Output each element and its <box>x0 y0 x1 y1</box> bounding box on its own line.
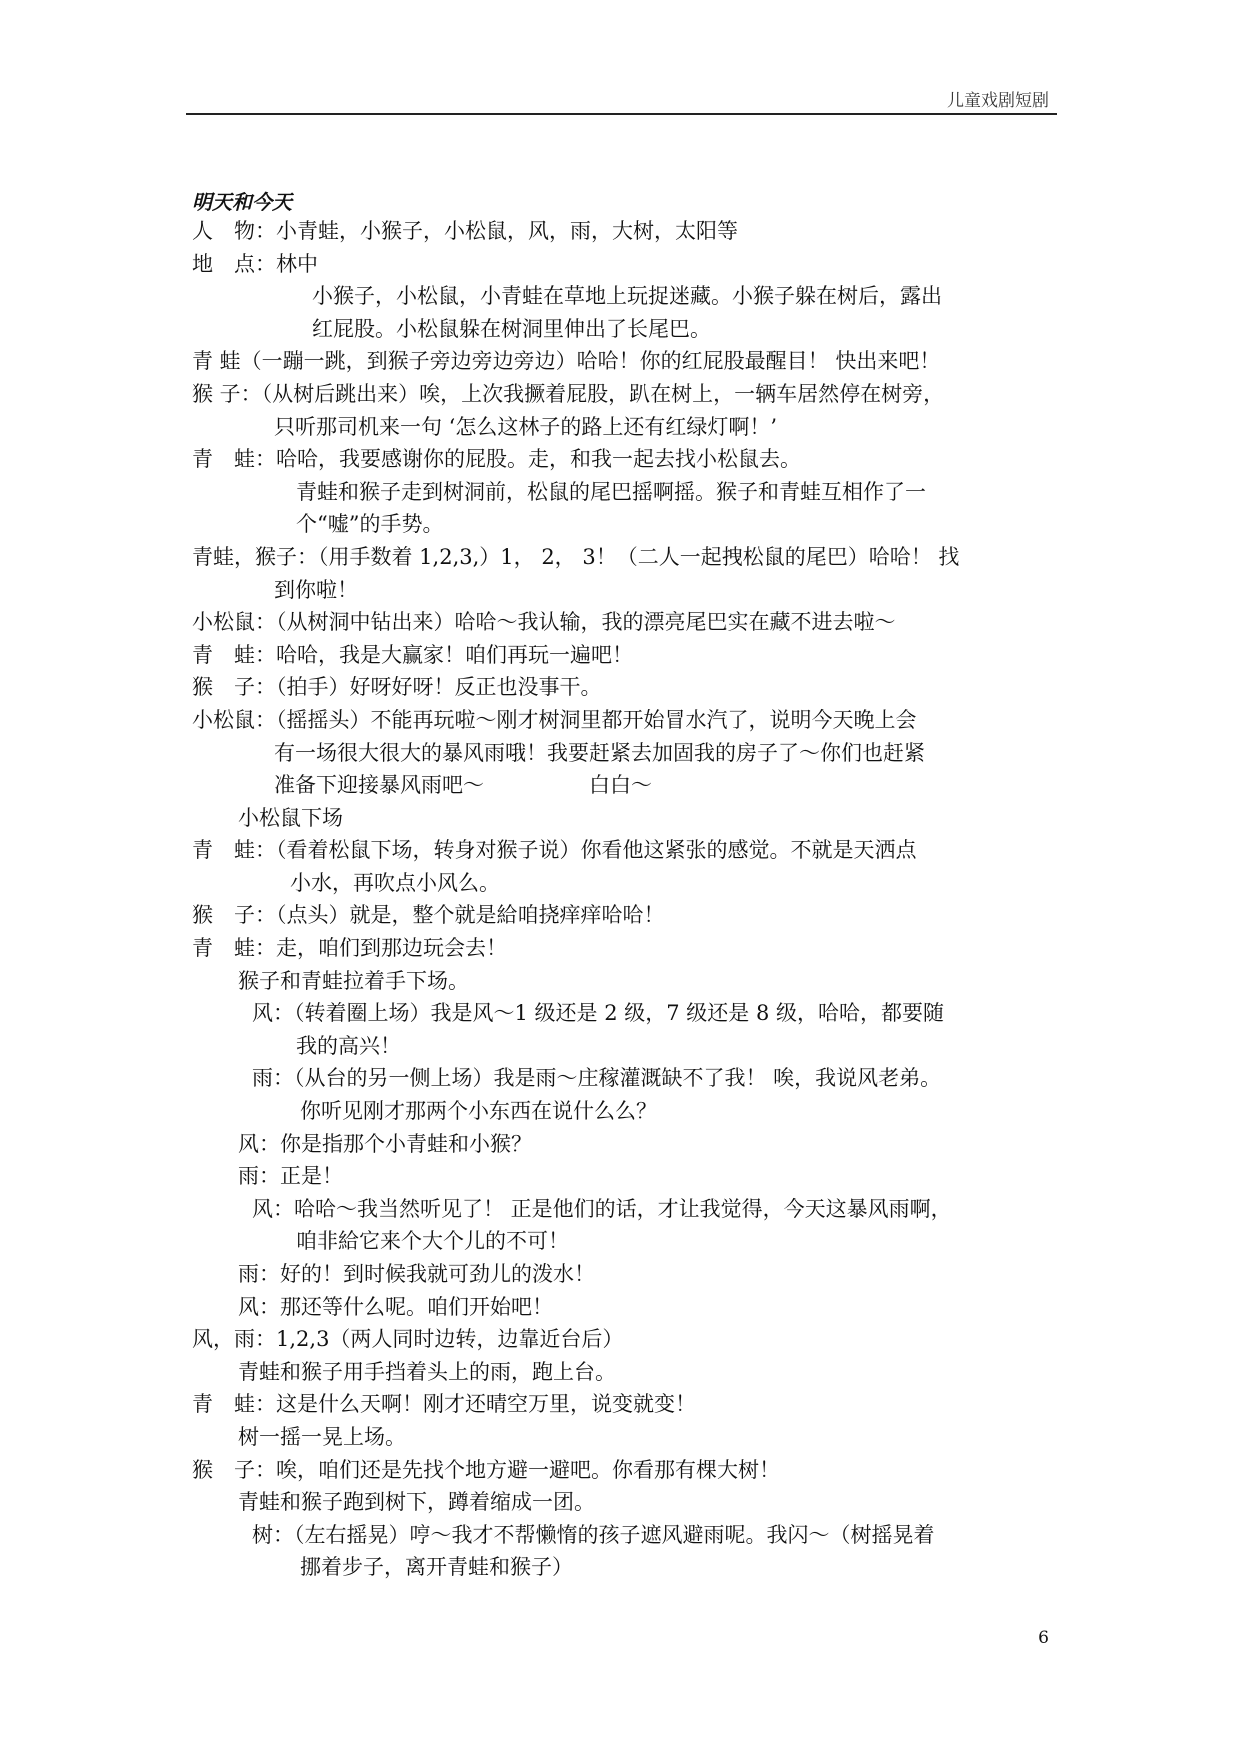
script-line: 准备下迎接暴风雨吧～ 白白～ <box>274 773 652 798</box>
script-line: 雨：正是！ <box>238 1164 343 1189</box>
page-number: 6 <box>1038 1628 1049 1648</box>
script-line: 风：那还等什么呢。咱们开始吧！ <box>238 1294 553 1319</box>
script-line: 雨：好的！到时候我就可劲儿的泼水！ <box>238 1262 595 1286</box>
script-line: 红屁股。小松鼠躲在树洞里伸出了长尾巴。 <box>312 316 711 341</box>
script-line: 到你啦！ <box>274 577 358 602</box>
header-rule <box>186 113 1057 115</box>
script-line: 小松鼠下场 <box>238 805 343 830</box>
script-line: 青蛙，猴子：（用手数着 1,2,3,）1， 2， 3！（二人一起拽松鼠的尾巴）哈哈！ 找 <box>192 544 960 569</box>
script-line: 青 蛙：这是什么天啊！刚才还晴空万里，说变就变！ <box>192 1392 696 1417</box>
script-line: 树：（左右摇晃）哼～我才不帮懒惰的孩子遮风避雨呢。我闪～（树摇晃着 <box>252 1522 935 1547</box>
script-line: 猴 子：（拍手）好呀好呀！反正也没事干。 <box>192 675 602 700</box>
script-line: 青 蛙：哈哈，我是大赢家！咱们再玩一遍吧！ <box>192 642 633 667</box>
script-line: 风，雨：1,2,3（两人同时边转，边靠近台后） <box>192 1327 624 1352</box>
script-line: 猴子和青蛙拉着手下场。 <box>238 968 469 993</box>
script-line: 青 蛙（一蹦一跳，到猴子旁边旁边旁边）哈哈！你的红屁股最醒目！ 快出来吧！ <box>192 349 941 374</box>
script-line: 小松鼠：（摇摇头）不能再玩啦～刚才树洞里都开始冒水汽了，说明今天晚上会 <box>192 707 917 732</box>
script-line: 人 物：小青蛙，小猴子，小松鼠，风，雨，大树，太阳等 <box>192 219 738 243</box>
play-title: 明天和今天 <box>192 190 292 214</box>
script-line: 青蛙和猴子用手挡着头上的雨，跑上台。 <box>238 1359 616 1384</box>
script-line: 你听见刚才那两个小东西在说什么么？ <box>300 1099 657 1124</box>
script-line: 青蛙和猴子走到树洞前，松鼠的尾巴摇啊摇。猴子和青蛙互相作了一 <box>296 479 926 504</box>
script-line: 青 蛙：走，咱们到那边玩会去！ <box>192 936 507 961</box>
script-line: 树一摇一晃上场。 <box>238 1424 406 1449</box>
script-line: 挪着步子，离开青蛙和猴子） <box>300 1555 573 1580</box>
script-body <box>192 215 1058 1584</box>
script-line: 咱非給它来个大个儿的不可！ <box>296 1229 569 1254</box>
script-line: 风：（转着圈上场）我是风～1 级还是 2 级，7 级还是 8 级，哈哈，都要随 <box>252 1001 944 1026</box>
script-line: 猴 子：（点头）就是，整个就是給咱挠痒痒哈哈！ <box>192 903 665 928</box>
script-line: 猴 子：（从树后跳出来）唉，上次我撅着屁股，趴在树上，一辆车居然停在树旁， <box>192 381 945 406</box>
script-line: 小水，再吹点小风么。 <box>290 870 500 895</box>
script-line: 小松鼠：（从树洞中钻出来）哈哈～我认输，我的漂亮尾巴实在藏不进去啦～ <box>192 610 896 635</box>
script-line: 青蛙和猴子跑到树下，蹲着缩成一团。 <box>238 1490 595 1515</box>
script-line: 我的高兴！ <box>296 1033 401 1058</box>
script-line: 有一场很大很大的暴风雨哦！我要赶紧去加固我的房子了～你们也赶紧 <box>274 740 925 765</box>
script-line: 风：你是指那个小青蛙和小猴？ <box>238 1131 532 1156</box>
script-line: 小猴子，小松鼠，小青蛙在草地上玩捉迷藏。小猴子躲在树后，露出 <box>312 284 942 309</box>
script-line: 青 蛙：哈哈，我要感谢你的屁股。走，和我一起去找小松鼠去。 <box>192 447 801 472</box>
running-header: 儿童戏剧短剧 <box>947 91 1049 111</box>
script-line: 个“嘘”的手势。 <box>296 512 444 537</box>
script-line: 雨：（从台的另一侧上场）我是雨～庄稼灌溉缺不了我！ 唉，我说风老弟。 <box>252 1066 942 1091</box>
script-line: 青 蛙：（看着松鼠下场，转身对猴子说）你看他这紧张的感觉。不就是天洒点 <box>192 838 917 863</box>
script-line: 只听那司机来一句 ‘怎么这林子的路上还有红绿灯啊！’ <box>274 414 778 439</box>
script-line: 猴 子：唉，咱们还是先找个地方避一避吧。你看那有棵大树！ <box>192 1457 780 1482</box>
script-line: 地 点：林中 <box>192 251 318 276</box>
script-line: 风：哈哈～我当然听见了！ 正是他们的话，才让我觉得，今天这暴风雨啊， <box>252 1196 952 1221</box>
